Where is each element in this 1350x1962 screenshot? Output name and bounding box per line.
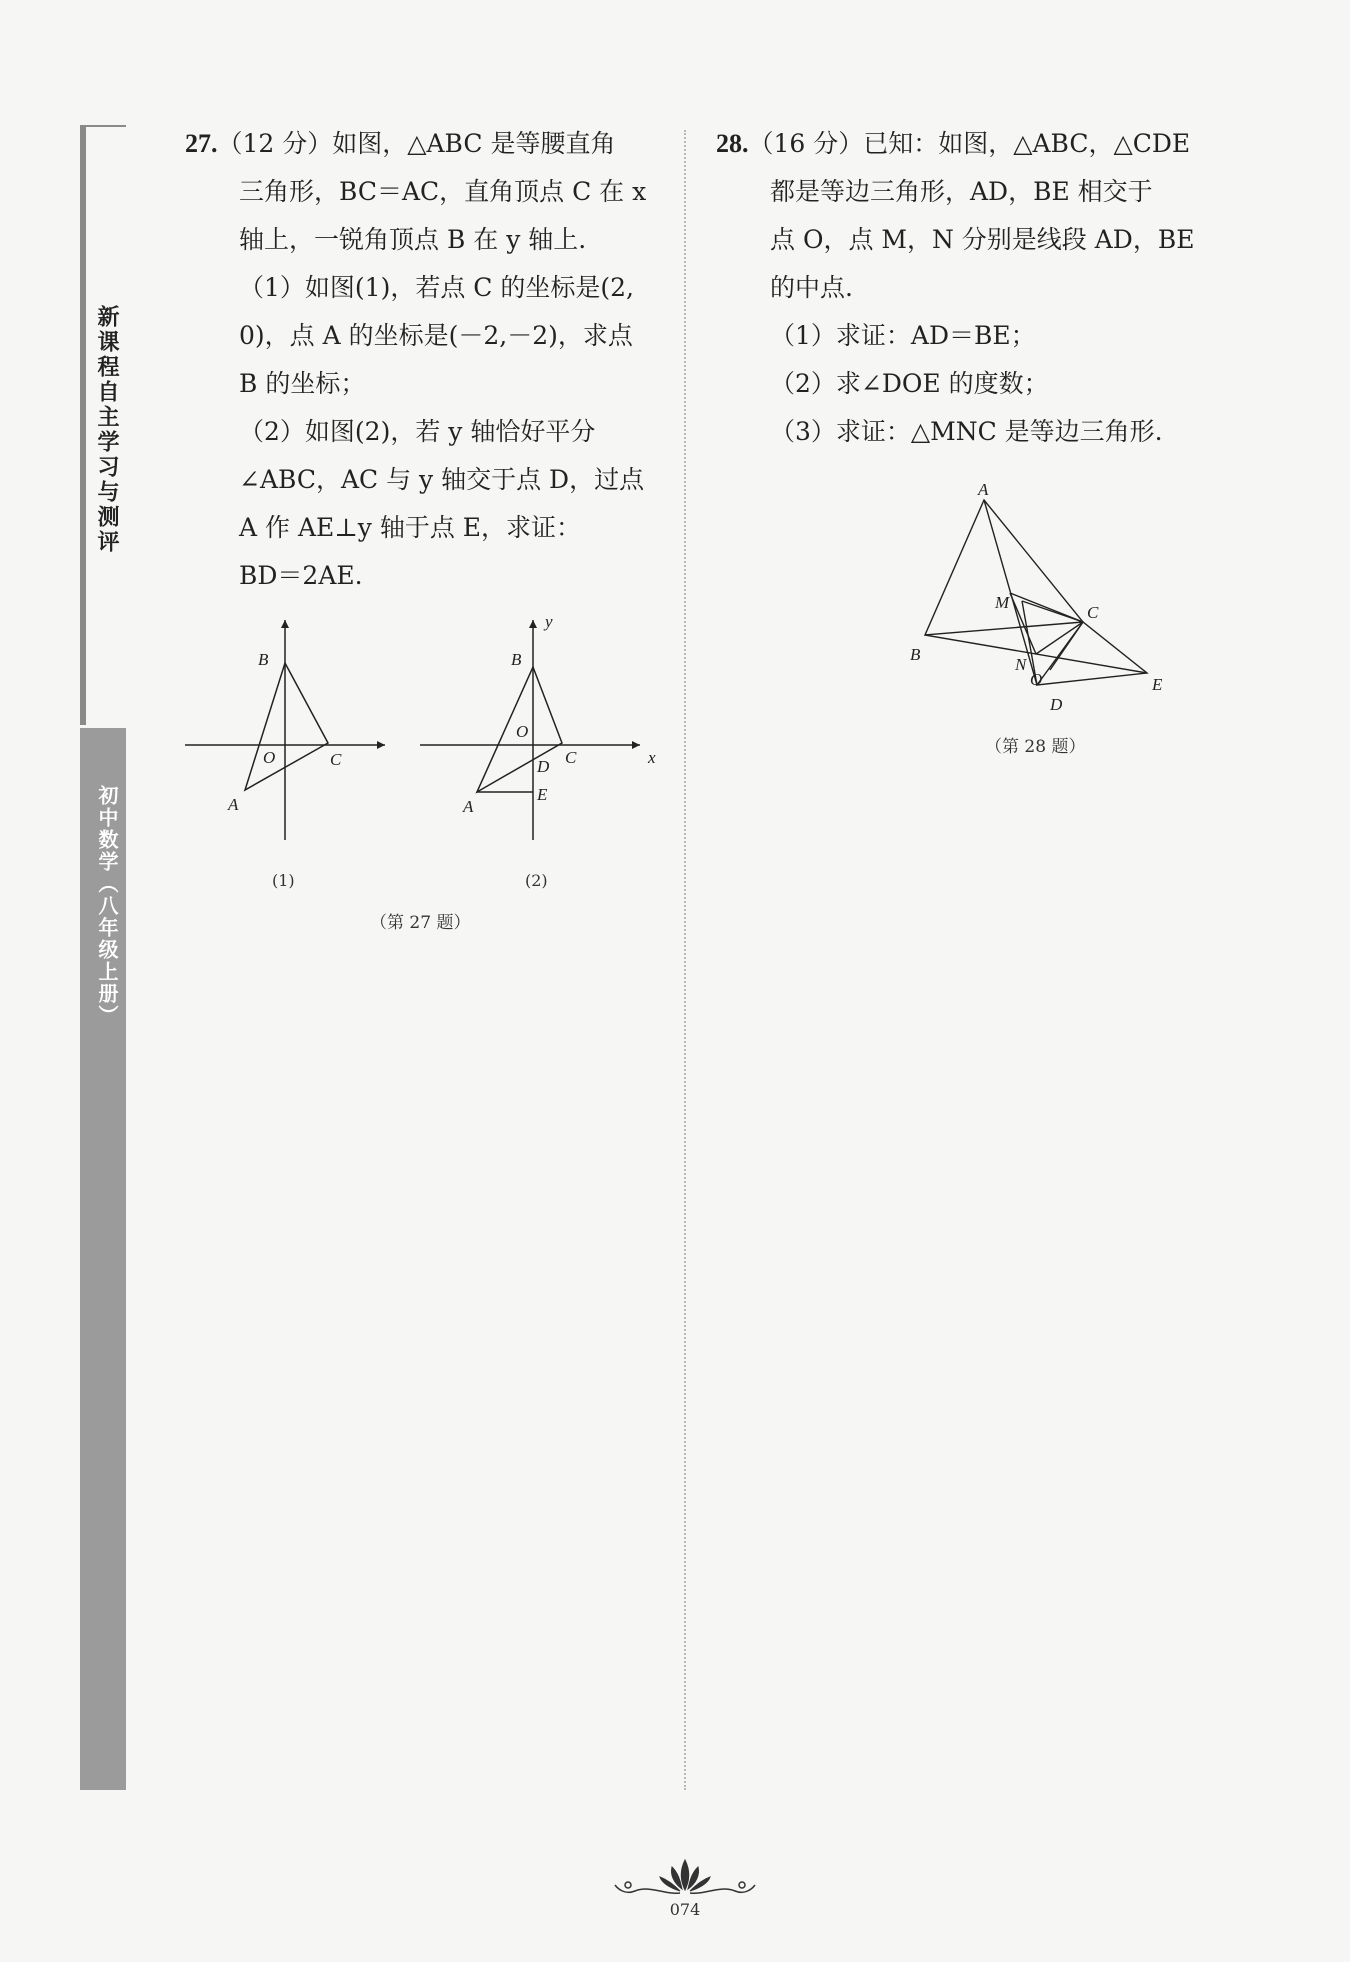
fig28-label-O: O (1030, 670, 1043, 689)
problem-28-line-6: （2）求∠DOE 的度数； (770, 369, 1049, 398)
column-divider (684, 130, 686, 1790)
problem-27-line-9: A 作 AE⊥y 轴于点 E，求证： (239, 513, 582, 542)
book-title: 新课程自主学习与测评 (94, 305, 119, 555)
problem-28-line-3: 点 O，点 M，N 分别是线段 AD，BE (770, 225, 1195, 254)
fig28-label-M: M (995, 593, 1010, 612)
figure-27-2 (415, 615, 665, 850)
problem-27-line-5: 0)，点 A 的坐标是(－2,－2)，求点 (239, 321, 633, 350)
fig1-label-A: A (228, 795, 239, 814)
fig1-label-C: C (330, 750, 342, 769)
problem-28-line-4: 的中点. (770, 273, 853, 302)
problem-27-number: 27. (185, 129, 218, 158)
fig28-label-D: D (1050, 695, 1063, 714)
problem-28-line-5: （1）求证：AD＝BE； (770, 321, 1036, 350)
fig2-label-B: B (511, 650, 522, 669)
problem-28-line-2: 都是等边三角形，AD，BE 相交于 (770, 177, 1153, 206)
problem-27-line-7: （2）如图(2)，若 y 轴恰好平分 (239, 417, 596, 446)
figure-27-1 (180, 615, 395, 850)
fig28-label-B: B (910, 645, 921, 664)
problem-27-line-6: B 的坐标； (239, 369, 366, 398)
problem-28 (716, 120, 1196, 456)
problem-27-line-8: ∠ABC，AC 与 y 轴交于点 D，过点 (239, 465, 645, 494)
fig2-label-O: O (516, 722, 529, 741)
problem-27 (185, 120, 665, 600)
fig28-label-E: E (1152, 675, 1163, 694)
fig2-label-C: C (565, 748, 577, 767)
fig2-label-x: x (648, 748, 656, 767)
problem-28-number: 28. (716, 129, 749, 158)
fig2-label-A: A (463, 797, 474, 816)
figure-28-caption: （第 28 题） (985, 737, 1086, 757)
figure-27-caption: （第 27 题） (370, 913, 471, 933)
problem-27-line-4: （1）如图(1)，若点 C 的坐标是(2, (239, 273, 634, 302)
fig2-label-E: E (537, 785, 548, 804)
fig1-label-B: B (258, 650, 269, 669)
problem-28-line-7: （3）求证：△MNC 是等边三角形. (770, 417, 1163, 446)
problem-27-line-10: BD＝2AE. (239, 561, 363, 590)
figure-27-1-label: (1) (272, 871, 295, 890)
figure-27-2-label: (2) (525, 871, 548, 890)
page-number: 074 (669, 1900, 701, 1919)
fig2-label-y: y (545, 615, 553, 631)
subject-title: 初中数学（八年级上册） (95, 785, 119, 1027)
figure-28 (900, 475, 1170, 725)
leaf-ornament-icon (610, 1855, 760, 1900)
fig28-label-N: N (1015, 655, 1027, 674)
problem-27-line-2: 三角形，BC＝AC，直角顶点 C 在 x (239, 177, 647, 206)
problem-28-line-1: 28.（16 分）已知：如图，△ABC，△CDE (716, 129, 1191, 158)
fig2-label-D: D (537, 757, 550, 776)
problem-27-line-1: 27.（12 分）如图，△ABC 是等腰直角 (185, 129, 616, 158)
fig28-label-C: C (1087, 603, 1099, 622)
problem-27-line-3: 轴上，一锐角顶点 B 在 y 轴上. (239, 225, 587, 254)
fig1-label-O: O (263, 748, 276, 767)
fig28-label-A: A (978, 480, 989, 499)
